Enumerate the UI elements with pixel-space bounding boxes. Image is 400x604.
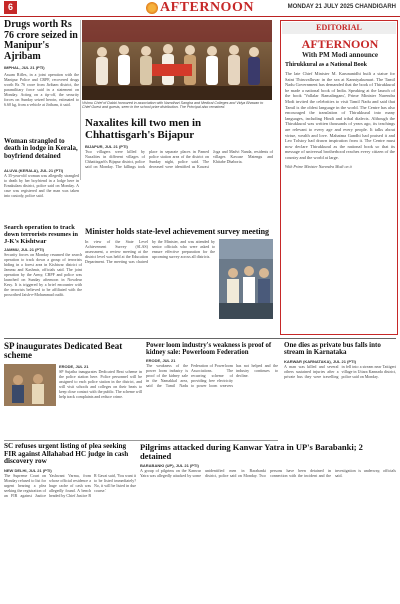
article-woman-body: [4, 168, 79, 222]
editorial-headline: Thirukkural as a National Book: [285, 62, 368, 68]
article-headline: Minister holds state-level achievement survey meeting: [85, 227, 270, 236]
article-headline: Drugs worth Rs 76 crore seized in Manipur's Ajribam: [4, 19, 78, 62]
article-body: SP Sujatha inaugurates Dedicated Beat scheme in the police station here. Police personnel will be assigned to each police station in the district, and will visit schools and colleges on their beats to keep close contact with the public. The scheme will help track complaints and reduce crime.: [59, 368, 142, 399]
sp-photo: [4, 364, 56, 406]
article-dateline: BARABANKI (UP), JUL 21 (PTI): [140, 462, 199, 468]
article-headline: Woman strangled to death in lodge in Kerala, boyfriend detained: [4, 137, 78, 160]
masthead: [0, 0, 400, 17]
column-divider: [80, 20, 81, 180]
article-body: The weakness of the power loom industry is proof of the kidney sale in the Namakkal area, said the Tamil Nadu Federation of Powerloom Associations. The recurring scheme of providing free electricity to power loom weavers has not helped and the industry continues to decline.: [146, 363, 278, 389]
article-power: [146, 342, 278, 438]
article-pilgrims: [140, 443, 396, 603]
page-number: 6: [4, 1, 17, 14]
article-headline: Naxalites kill two men in Chhattisgarh's Bijapur: [85, 117, 202, 141]
article-dateline: JAMMU, JUL 21 (PTI): [4, 247, 44, 253]
photo-caption: Vishnu Chief of Dabbi honoured in association with Namdhari Sangha and Medical Colleges and Vidya Bhawan to Chief Guest and guests, seen in the school prize distribution. The Principal also remained.: [82, 101, 264, 110]
editorial-body-wrap: [285, 71, 395, 333]
event-photo-image: [82, 20, 272, 100]
masthead-title: AFTERNOON: [160, 0, 254, 15]
article-search: [4, 225, 82, 335]
article-naxal: [85, 118, 273, 226]
sun-logo-icon: [146, 2, 158, 14]
minister-photo: [219, 239, 273, 319]
article-body: In view of the State Level Achievement Survey (SLAS) assessment, a review meeting at the district level was held at the Education Department. The meeting was chaired by the Minister, and was attended by senior officials who were asked to ensure effective preparation for the upcoming survey across all districts.: [85, 239, 215, 265]
article-body: A man was killed and several others sustained injuries after a private bus they were travelling in fell into a stream near Tattigeri village in Uttara Kannada district, police said on Monday.: [284, 363, 396, 379]
section-divider: [4, 440, 278, 441]
event-photo: [82, 20, 272, 100]
article-sc: [4, 443, 136, 603]
article-body: A 35-year-old woman was allegedly strangled to death by her boyfriend in a lodge here in Ernakulam district, police said on Monday. A case was registered and the man was taken into custody, police said.: [4, 173, 79, 198]
article-dateline: ERODE, JUL 21: [146, 358, 176, 364]
article-headline: Pilgrims attacked during Kanwar Yatra in UP's Barabanki; 2 detained: [140, 442, 363, 461]
article-drugs: [4, 20, 79, 140]
article-headline: Power loom industry's weakness is proof of kidney sale: Powerloom Federation: [146, 342, 272, 357]
article-headline: SP inaugurates Dedicated Beat scheme: [4, 341, 123, 361]
article-headline: Search operation to track down terrorists resumes in J-K's Kishtwar: [4, 224, 78, 245]
article-body: A group of pilgrims on the Kanwar Yatra was allegedly attacked by some unidentified men in Barabanki district, police said on Monday. Two persons have been detained in connection with the incident and the investigation is underway, officials said.: [140, 467, 396, 478]
article-headline: One dies as private bus falls into stream in Karnataka: [284, 341, 381, 357]
editorial-body: The late Chief Minister M. Karunanidhi built a statue for Saint Thiruvalluvar in the sea at Kanniyakumari. The Tamil Nadu Government has demanded that the book of Thirukkural be made a national book of India. Speaking at the launch of the book 'Vallalar Ramalingam', Prime Minister Narendra Modi invited the celebrities to visit Tamil Nadu and said that Tamil is the oldest language in the world. The Centre has also encouraged the translation of Thirukkural into many languages, including Hindi and tribal dialects. Although the Thirukkural was written thousands of years ago, its teachings are relevant to every age and every people. It talks about virtue, wealth and love. Mahatma Gandhi had praised it and Leo Tolstoy had drawn inspiration from it. The Centre must now declare Thirukkural as the national book so that its message of universal brotherhood reaches every citizen of the country and the world at large.: [285, 71, 395, 160]
article-body: Assam Rifles, in a joint operation with the Manipur Police and CRPF, recovered drugs worth Rs 76 crore from Jiribam district, the paramilitary force said in a statement on Monday. Acting on a tip-off, the security forces on Sunday seized heroin, estimated to 6.60 kg, from a vehicle at Jiribam, it said.: [4, 72, 79, 107]
article-body: Security forces on Monday resumed the search operation to track down a group of terrorists hiding in a forest area in Kishtwar district of Jammu and Kashmir, officials said. The joint operation by the Army, CRPF and police was launched on Sunday afternoon in Nowdear Kesy. It is triggered by a brief encounter with the terrorists believed to be affiliated with the proscribed Jaish-e-Mohammad outfit.: [4, 252, 82, 298]
article-dateline: ERODE, JUL 21: [59, 363, 89, 369]
article-dateline: ALUVA (KERALA), JUL 21 (PTI): [4, 168, 64, 173]
article-minister: [85, 228, 273, 332]
editorial-box: [280, 20, 398, 335]
article-sp: [4, 342, 142, 438]
editorial-signature: With Prime Minister Narendra Modi on it: [285, 163, 352, 169]
article-body: The Supreme Court on Monday refused to list for urgent hearing a plea seeking the registration of an FIR against Justice Yashwant Varma, from whose official residence a huge cache of cash was allegedly found. A bench headed by Chief Justice B R Gavai said, 'You want it to be listed immediately? No, it will be listed in due course.': [4, 472, 136, 498]
article-dateline: KARWAR (KARNATAKA), JUL 21 (PTI): [284, 358, 356, 364]
editorial-logo: AFTERNOON: [301, 37, 379, 51]
article-dateline: BIJAPUR, JUL 21 (PTI): [85, 144, 128, 150]
article-dateline: IMPHAL, JUL 21 (PTI): [4, 65, 45, 70]
article-headline: SC refuses urgent listing of plea seeking FIR against Allahabad HC judge in cash discovery row: [4, 442, 129, 466]
article-dateline: NEW DELHI, JUL 21 (PTI): [4, 467, 52, 473]
editorial-tag: EDITORIAL: [282, 22, 396, 34]
editorial-subtitle: With PM Modi announce: [302, 51, 378, 59]
article-body: Two villagers were killed by Naxalites in different villages of Chhattisgarh's Bijapur district, police said on Monday. The killings took place in separate places in Pamed police station area of the district on Sunday night, police said. The deceased were identified as Kawasi Joga and Madvi Nanda, residents of villages Kawase Matengu and Khitabe Dhaboria.: [85, 149, 273, 170]
section-divider: [4, 338, 396, 339]
masthead-date: MONDAY 21 JULY 2025 CHANDIGARH: [287, 4, 396, 10]
